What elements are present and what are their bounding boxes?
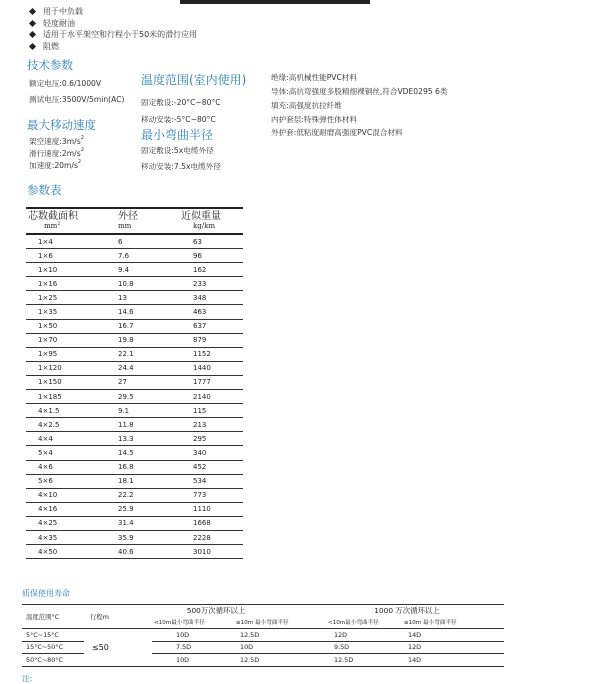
cell-cross-section: 4×35	[26, 530, 112, 544]
warranty-row	[22, 629, 504, 642]
sub-header-ge10: ≥10m 最小弯曲半径	[404, 617, 504, 629]
feature-list	[30, 6, 197, 52]
cell-cross-section: 4×16	[26, 502, 112, 516]
warranty-value-cell: 14D	[404, 654, 504, 667]
cell-weight: 3010	[175, 545, 243, 559]
top-decoration-bar	[180, 0, 370, 4]
cell-outer-diameter: 29.5	[112, 390, 175, 404]
warranty-temp-cell: 5°C~15°C	[22, 629, 84, 642]
cell-cross-section: 1×6	[26, 249, 112, 263]
table-row	[26, 234, 243, 249]
cell-outer-diameter: 9.4	[112, 263, 175, 277]
header-outer-diameter: 外径 mm	[112, 208, 175, 234]
material-inner-sheath: 内护套层:特殊弹性体材料	[271, 115, 358, 124]
cell-outer-diameter: 11.8	[112, 418, 175, 432]
cell-weight: 637	[175, 319, 243, 333]
warranty-value-cell: 12.5D	[236, 629, 320, 642]
cell-outer-diameter: 22.2	[112, 488, 175, 502]
table-row	[26, 418, 243, 432]
sub-header-lt10: <10m最小弯曲半径	[320, 617, 404, 629]
warranty-travel-cell: ≤50	[84, 629, 152, 667]
warranty-heading: 质保使用寿命	[22, 589, 70, 598]
cell-cross-section: 4×10	[26, 488, 112, 502]
cell-cross-section: 1×185	[26, 390, 112, 404]
table-row	[26, 333, 243, 347]
cell-outer-diameter: 19.8	[112, 333, 175, 347]
bend-fixed: 固定敷设:5x电缆外径	[141, 146, 214, 155]
cell-outer-diameter: 14.6	[112, 305, 175, 319]
cell-cross-section: 1×70	[26, 333, 112, 347]
cell-outer-diameter: 13.3	[112, 432, 175, 446]
cell-outer-diameter: 7.6	[112, 249, 175, 263]
cell-weight: 463	[175, 305, 243, 319]
param-table-body	[26, 234, 243, 559]
cell-weight: 348	[175, 291, 243, 305]
warranty-temp-cell: 15°C~50°C	[22, 641, 84, 654]
feature-item: 适用于水平架空和行程小于50米的滑行应用	[30, 29, 197, 41]
temp-range-heading: 温度范围(室内使用)	[141, 73, 247, 87]
table-row	[26, 502, 243, 516]
header-cross-section: 芯数截面积 $mm^2$	[26, 208, 112, 234]
feature-item: 阻燃	[30, 41, 197, 53]
diamond-bullet-icon	[29, 20, 36, 27]
warranty-group-row	[22, 605, 504, 617]
warranty-value-cell: 12.5D	[320, 654, 404, 667]
cell-weight: 534	[175, 474, 243, 488]
feature-item: 轻度耐油	[30, 18, 197, 30]
cell-outer-diameter: 40.6	[112, 545, 175, 559]
bend-radius-heading: 最小弯曲半径	[141, 128, 214, 142]
table-row	[26, 530, 243, 544]
cell-cross-section: 4×4	[26, 432, 112, 446]
cell-outer-diameter: 35.9	[112, 530, 175, 544]
test-voltage: 测试电压:3500V/5min(AC)	[29, 95, 125, 104]
temp-fixed: 固定敷设:-20°C~80°C	[141, 98, 221, 107]
cell-weight: 879	[175, 333, 243, 347]
warranty-value-cell: 9.5D	[320, 641, 404, 654]
unit-mm2: $mm^2$	[44, 221, 61, 230]
cell-weight: 773	[175, 488, 243, 502]
sub-header-ge10: ≥10m 最小弯曲半径	[236, 617, 320, 629]
cell-cross-section: 4×25	[26, 516, 112, 530]
table-row	[26, 446, 243, 460]
cell-cross-section: 5×4	[26, 446, 112, 460]
cell-outer-diameter: 13	[112, 291, 175, 305]
table-row	[26, 474, 243, 488]
rated-voltage: 额定电压:0.6/1000V	[29, 79, 102, 88]
cell-weight: 1668	[175, 516, 243, 530]
warranty-temp-header: 温度范围°C	[22, 605, 84, 629]
diamond-bullet-icon	[29, 31, 36, 38]
cell-weight: 233	[175, 277, 243, 291]
table-row	[26, 347, 243, 361]
cell-outer-diameter: 14.5	[112, 446, 175, 460]
material-conductor: 导体:高抗弯强度多股精细裸铜丝,符合VDE0295 6类	[271, 87, 448, 96]
cell-outer-diameter: 10.8	[112, 277, 175, 291]
warranty-temp-cell: 50°C~80°C	[22, 654, 84, 667]
warranty-value-cell: 12D	[404, 641, 504, 654]
header-weight: 近似重量 kg/km	[175, 208, 243, 234]
warranty-value-cell: 14D	[404, 629, 504, 642]
warranty-group-10m: 1000 万次循环以上	[374, 606, 440, 616]
cell-weight: 1440	[175, 361, 243, 375]
bend-mobile: 移动安装:7.5x电缆外径	[141, 162, 221, 171]
table-row	[26, 263, 243, 277]
cell-outer-diameter: 16.7	[112, 319, 175, 333]
warranty-table-wrapper	[22, 605, 504, 667]
cell-weight: 2228	[175, 530, 243, 544]
cell-cross-section: 1×35	[26, 305, 112, 319]
table-row	[26, 432, 243, 446]
cell-cross-section: 1×150	[26, 375, 112, 389]
table-row	[26, 291, 243, 305]
cell-outer-diameter: 6	[112, 234, 175, 249]
warranty-travel-header: 行程m	[84, 605, 152, 629]
table-row	[26, 488, 243, 502]
material-filler: 填充:高强度抗拉纤维	[271, 101, 342, 110]
max-speed-heading: 最大移动速度	[27, 118, 96, 132]
table-row	[26, 460, 243, 474]
cell-weight: 452	[175, 460, 243, 474]
cell-weight: 2140	[175, 390, 243, 404]
cell-cross-section: 4×6	[26, 460, 112, 474]
cell-weight: 340	[175, 446, 243, 460]
cell-weight: 1110	[175, 502, 243, 516]
warranty-value-cell: 12.5D	[236, 654, 320, 667]
cell-outer-diameter: 27	[112, 375, 175, 389]
table-row	[26, 516, 243, 530]
cell-weight: 115	[175, 404, 243, 418]
cell-cross-section: 1×25	[26, 291, 112, 305]
cell-weight: 162	[175, 263, 243, 277]
table-row	[26, 545, 243, 559]
cell-outer-diameter: 31.4	[112, 516, 175, 530]
cell-outer-diameter: 16.8	[112, 460, 175, 474]
param-table	[26, 207, 243, 559]
warranty-value-cell: 10D	[152, 629, 236, 642]
table-row	[26, 375, 243, 389]
cell-cross-section: 5×6	[26, 474, 112, 488]
feature-item: 用于中负载	[30, 6, 197, 18]
param-table-heading: 参数表	[27, 183, 62, 197]
diamond-bullet-icon	[29, 8, 36, 15]
table-row	[26, 305, 243, 319]
cell-cross-section: 1×16	[26, 277, 112, 291]
warranty-value-cell: 7.5D	[152, 641, 236, 654]
cell-cross-section: 4×50	[26, 545, 112, 559]
cell-outer-diameter: 25.9	[112, 502, 175, 516]
material-outer-sheath: 外护套:低粘度耐磨高强度PVC混合材料	[271, 128, 403, 137]
cell-weight: 213	[175, 418, 243, 432]
param-table-wrapper	[26, 207, 243, 559]
cell-outer-diameter: 24.4	[112, 361, 175, 375]
table-row	[26, 277, 243, 291]
table-row	[26, 361, 243, 375]
warranty-note: 注:	[22, 674, 33, 683]
table-row	[26, 404, 243, 418]
cell-outer-diameter: 22.1	[112, 347, 175, 361]
tech-params-heading: 技术参数	[27, 58, 73, 72]
cell-cross-section: 4×2.5	[26, 418, 112, 432]
acceleration: 加速度$:20m/s^2$	[29, 159, 82, 170]
table-row	[26, 249, 243, 263]
cell-cross-section: 1×95	[26, 347, 112, 361]
cell-cross-section: 1×10	[26, 263, 112, 277]
cell-outer-diameter: 9.1	[112, 404, 175, 418]
warranty-table-body	[22, 629, 504, 667]
cell-weight: 63	[175, 234, 243, 249]
cell-cross-section: 1×4	[26, 234, 112, 249]
cell-cross-section: 1×120	[26, 361, 112, 375]
speed-overhead: 架空速度$:3m/s^2$	[29, 135, 84, 146]
material-insulation: 绝缘:高机械性能PVC材料	[271, 73, 357, 82]
cell-cross-section: 1×50	[26, 319, 112, 333]
cell-weight: 1152	[175, 347, 243, 361]
temp-mobile: 移动安装:-5°C~80°C	[141, 115, 216, 124]
table-row	[26, 319, 243, 333]
param-table-header	[26, 208, 243, 234]
cell-weight: 295	[175, 432, 243, 446]
warranty-group-5m: 500万次循环以上	[186, 606, 246, 616]
cell-weight: 96	[175, 249, 243, 263]
warranty-table	[22, 605, 504, 667]
warranty-value-cell: 10D	[152, 654, 236, 667]
sub-header-lt10: <10m最小弯曲半径	[152, 617, 236, 629]
speed-slide: 滑行速度$:2m/s^2$	[29, 147, 84, 158]
warranty-value-cell: 10D	[236, 641, 320, 654]
table-row	[26, 390, 243, 404]
cell-weight: 1777	[175, 375, 243, 389]
warranty-value-cell: 12D	[320, 629, 404, 642]
diamond-bullet-icon	[29, 43, 36, 50]
cell-outer-diameter: 18.1	[112, 474, 175, 488]
cell-cross-section: 4×1.5	[26, 404, 112, 418]
